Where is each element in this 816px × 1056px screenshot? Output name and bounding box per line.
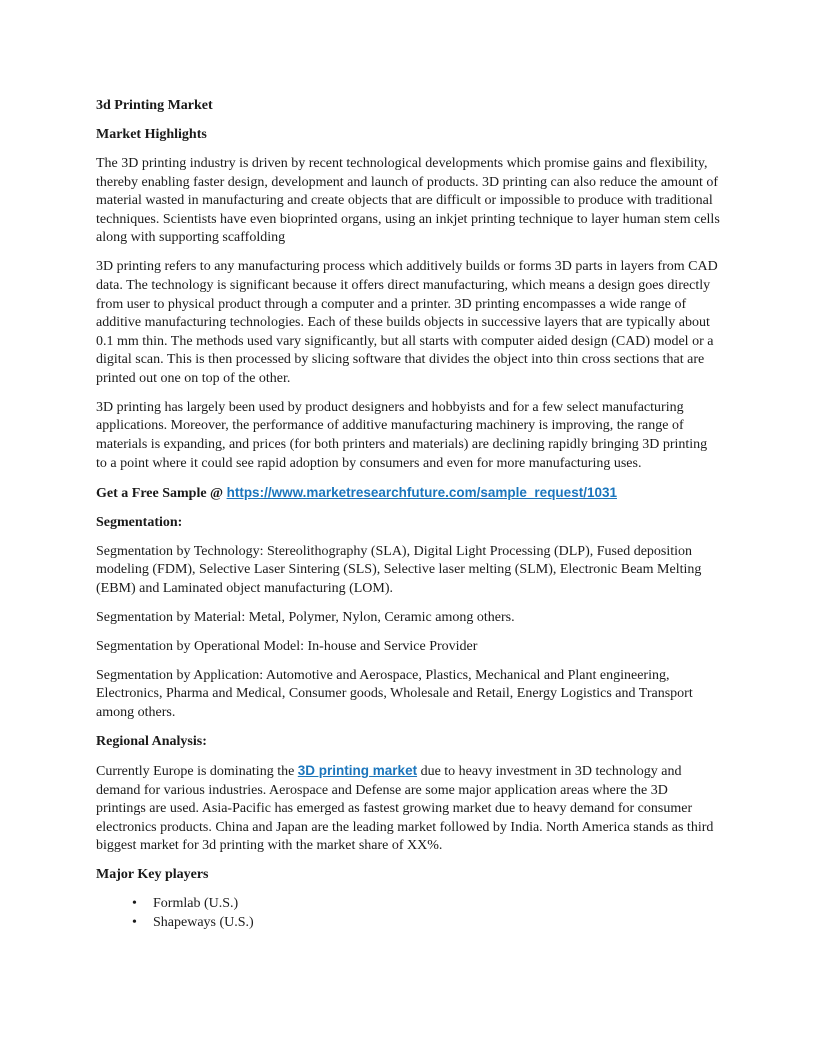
bullet-icon: • bbox=[132, 914, 137, 930]
segmentation-by-material: Segmentation by Material: Metal, Polymer, Nylon, Ceramic among others. bbox=[96, 609, 515, 625]
regional-analysis-heading: Regional Analysis: bbox=[96, 733, 207, 749]
major-key-players-heading: Major Key players bbox=[96, 867, 209, 883]
regional-analysis-text-after: due to heavy investment in 3D technology and demand for various industries. Aerospace and Defense are some major application areas where the 3D printings are used. Asia-Pacific has emerged as fastest growing market due to heavy demand for consumer electronics products. China and Japan are the leading market followed by India. North America stands as third biggest market for 3d printing with the market share of XX%. bbox=[96, 763, 714, 854]
key-player-name: Shapeways (U.S.) bbox=[153, 914, 254, 930]
sample-request-link[interactable]: https://www.marketresearchfuture.com/sample_request/1031 bbox=[226, 484, 617, 500]
segmentation-by-operational-model: Segmentation by Operational Model: In-house and Service Provider bbox=[96, 638, 478, 654]
3d-printing-market-link[interactable]: 3D printing market bbox=[297, 762, 418, 778]
bullet-icon: • bbox=[132, 896, 137, 912]
market-highlights-paragraph-2: 3D printing refers to any manufacturing process which additively builds or forms 3D parts in layers from CAD data. The technology is significant because it offers direct manufacturing, which means a design goes directly from user to physical product through a computer and a printer. 3D printing encompasses a wide range of additive manufacturing technologies. Each of these builds objects in successive layers that are typically about 0.1 mm thin. The methods used vary significantly, but all starts with computer aided design (CAD) model or a digital scan. This is then processed by slicing software that divides the object into thin cross sections that are printed out one on top of the other. bbox=[96, 259, 718, 386]
market-highlights-heading: Market Highlights bbox=[96, 126, 207, 142]
market-highlights-paragraph-3: 3D printing has largely been used by product designers and hobbyists and for a few select manufacturing applications. Moreover, the performance of additive manufacturing machinery is improving, the range of materials is expanding, and prices (for both printers and materials) are declining rapidly bringing 3D printing to a point where it could see rapid adoption by consumers and even for more manufacturing uses. bbox=[96, 399, 708, 471]
list-item bbox=[132, 895, 720, 914]
segmentation-by-application: Segmentation by Application: Automotive and Aerospace, Plastics, Mechanical and Plant engineering, Electronics, Pharma and Medical, Consumer goods, Wholesale and Retail, Energy Logistics and Transport among others. bbox=[96, 667, 693, 720]
document-title: 3d Printing Market bbox=[96, 98, 213, 113]
segmentation-by-technology: Segmentation by Technology: Stereolithography (SLA), Digital Light Processing (DLP), Fused deposition modeling (FDM), Selective Laser Sintering (SLS), Selective laser melting (SLM), Electronic Beam Melting (EBM) and Laminated object manufacturing (LOM). bbox=[96, 543, 702, 596]
free-sample-label: Get a Free Sample @ bbox=[96, 485, 227, 501]
segmentation-heading: Segmentation: bbox=[96, 514, 183, 530]
key-player-name: Formlab (U.S.) bbox=[153, 896, 239, 912]
free-sample-line bbox=[96, 484, 720, 504]
key-players-list bbox=[96, 895, 720, 932]
list-item bbox=[132, 914, 720, 933]
regional-analysis-paragraph bbox=[96, 762, 720, 856]
market-highlights-paragraph-1: The 3D printing industry is driven by recent technological developments which promise gains and flexibility, thereby enabling faster design, development and launch of products. 3D printing can also reduce the amount of material wasted in manufacturing and create objects that are difficult or impossible to produce with traditional techniques. Scientists have even bioprinted organs, using an inkjet printing technique to layer human stem cells along with supporting scaffolding bbox=[96, 155, 720, 246]
regional-analysis-text-before: Currently Europe is dominating the bbox=[96, 763, 298, 779]
